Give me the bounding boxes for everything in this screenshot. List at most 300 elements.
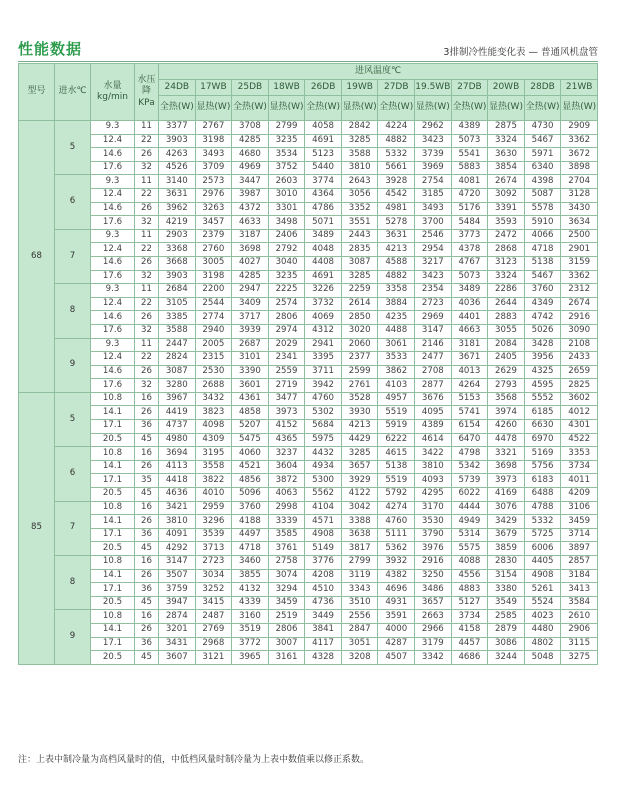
total-heat-cell: 5741	[451, 406, 488, 420]
table-row	[19, 488, 598, 502]
total-heat-cell: 3428	[524, 338, 561, 352]
sensible-heat-cell: 3217	[415, 256, 452, 270]
sensible-heat-cell: 3161	[268, 651, 305, 665]
total-heat-cell: 5975	[305, 433, 342, 447]
total-heat-cell: 4158	[451, 623, 488, 637]
sensible-heat-cell: 2200	[195, 284, 232, 298]
flow-cell: 20.5	[91, 433, 135, 447]
total-heat-cell: 5971	[524, 148, 561, 162]
sensible-heat-cell: 4010	[195, 488, 232, 502]
total-heat-cell: 3447	[232, 175, 269, 189]
table-row	[19, 297, 598, 311]
total-heat-cell: 3358	[378, 284, 415, 298]
total-heat-cell: 6022	[451, 488, 488, 502]
sensible-heat-cell: 4152	[268, 420, 305, 434]
total-heat-cell: 5756	[524, 460, 561, 474]
pressure-cell: 45	[135, 651, 159, 665]
total-heat-cell: 5111	[378, 528, 415, 542]
sensible-heat-cell: 3459	[268, 596, 305, 610]
sensible-heat-cell: 3604	[268, 460, 305, 474]
table-row	[19, 528, 598, 542]
total-heat-cell: 4401	[451, 311, 488, 325]
total-heat-cell: 4285	[232, 134, 269, 148]
total-heat-cell: 3385	[159, 311, 196, 325]
total-heat-cell: 5684	[305, 420, 342, 434]
total-heat-cell: 4219	[159, 216, 196, 230]
sensible-heat-cell: 2909	[561, 121, 598, 135]
sensible-heat-cell: 3752	[268, 161, 305, 175]
total-heat-cell: 4104	[305, 501, 342, 515]
table-row	[19, 134, 598, 148]
sensible-heat-cell: 3159	[561, 256, 598, 270]
sensible-heat-cell: 4213	[341, 420, 378, 434]
flow-cell: 17.1	[91, 637, 135, 651]
total-heat-cell: 4957	[378, 392, 415, 406]
pressure-cell: 36	[135, 528, 159, 542]
sensible-heat-cell: 3602	[561, 392, 598, 406]
table-row	[19, 284, 598, 298]
condition-header: 19.5WB	[415, 80, 452, 96]
total-heat-cell: 3939	[232, 324, 269, 338]
total-heat-cell: 5149	[305, 542, 342, 556]
sensible-heat-cell: 2835	[341, 243, 378, 257]
total-heat-cell: 5087	[524, 188, 561, 202]
title-divider	[18, 61, 598, 62]
total-heat-cell: 5300	[305, 474, 342, 488]
table-body	[19, 121, 598, 665]
sensible-heat-cell: 3074	[268, 569, 305, 583]
sensible-heat-cell: 3700	[415, 216, 452, 230]
pressure-cell: 32	[135, 216, 159, 230]
sensible-heat-cell: 4295	[415, 488, 452, 502]
total-heat-cell: 5096	[232, 488, 269, 502]
sensible-heat-cell: 4095	[415, 406, 452, 420]
sensible-heat-cell: 3296	[195, 515, 232, 529]
condition-header: 26DB	[305, 80, 342, 96]
table-row	[19, 311, 598, 325]
sensible-heat-cell: 3493	[195, 148, 232, 162]
sensible-heat-cell: 4122	[341, 488, 378, 502]
col-water-temp-header: 进水℃	[55, 64, 91, 121]
total-heat-cell: 4980	[159, 433, 196, 447]
sensible-heat-cell: 3630	[488, 148, 525, 162]
total-heat-cell: 3987	[232, 188, 269, 202]
table-row	[19, 610, 598, 624]
sensible-heat-cell: 3969	[415, 161, 452, 175]
total-heat-cell: 4595	[524, 379, 561, 393]
total-heat-cell: 4117	[305, 637, 342, 651]
pressure-cell: 26	[135, 623, 159, 637]
sensible-heat-cell: 3235	[268, 134, 305, 148]
flow-cell: 17.6	[91, 161, 135, 175]
sensible-heat-cell: 3761	[268, 542, 305, 556]
condition-header: 20WB	[488, 80, 525, 96]
pressure-cell: 26	[135, 365, 159, 379]
total-heat-cell: 3841	[305, 623, 342, 637]
sensible-heat-cell: 3734	[561, 460, 598, 474]
pressure-cell: 22	[135, 243, 159, 257]
table-row	[19, 148, 598, 162]
pressure-cell: 11	[135, 338, 159, 352]
total-heat-cell: 6630	[524, 420, 561, 434]
total-heat-cell: 4235	[378, 311, 415, 325]
sensible-heat-header: 显热(W)	[488, 96, 525, 121]
pressure-cell: 36	[135, 420, 159, 434]
total-heat-cell: 3732	[305, 297, 342, 311]
table-row	[19, 270, 598, 284]
total-heat-cell: 4328	[305, 651, 342, 665]
total-heat-cell: 4000	[378, 623, 415, 637]
sensible-heat-cell: 3585	[268, 528, 305, 542]
total-heat-cell: 3965	[232, 651, 269, 665]
table-row	[19, 637, 598, 651]
flow-cell: 17.1	[91, 420, 135, 434]
total-heat-cell: 4023	[524, 610, 561, 624]
pressure-cell: 22	[135, 352, 159, 366]
flow-cell: 14.1	[91, 569, 135, 583]
sensible-heat-cell: 3872	[268, 474, 305, 488]
total-heat-cell: 4361	[232, 392, 269, 406]
total-heat-cell: 2824	[159, 352, 196, 366]
total-heat-cell: 3668	[159, 256, 196, 270]
flow-cell: 17.6	[91, 270, 135, 284]
total-heat-cell: 3201	[159, 623, 196, 637]
sensible-heat-cell: 3352	[341, 202, 378, 216]
total-heat-cell: 5575	[451, 542, 488, 556]
pressure-cell: 26	[135, 515, 159, 529]
sensible-heat-cell: 4478	[488, 433, 525, 447]
sensible-heat-cell: 2969	[415, 311, 452, 325]
flow-cell: 14.1	[91, 515, 135, 529]
sensible-heat-cell: 3353	[561, 447, 598, 461]
flow-cell: 14.6	[91, 365, 135, 379]
pressure-cell: 16	[135, 447, 159, 461]
total-heat-cell: 5919	[378, 420, 415, 434]
table-row	[19, 556, 598, 570]
total-heat-cell: 4556	[451, 569, 488, 583]
table-row	[19, 623, 598, 637]
sensible-heat-cell: 2723	[415, 297, 452, 311]
sensible-heat-cell: 3854	[488, 161, 525, 175]
flow-cell: 14.6	[91, 311, 135, 325]
sensible-heat-cell: 2674	[488, 175, 525, 189]
total-heat-cell: 4103	[378, 379, 415, 393]
sensible-heat-cell: 3198	[195, 134, 232, 148]
total-heat-cell: 5725	[524, 528, 561, 542]
table-row	[19, 460, 598, 474]
sensible-heat-cell: 3558	[195, 460, 232, 474]
condition-header: 28DB	[524, 80, 561, 96]
sensible-heat-cell: 4169	[488, 488, 525, 502]
sensible-heat-cell: 3275	[561, 651, 598, 665]
sensible-heat-cell: 3672	[561, 148, 598, 162]
total-heat-cell: 5071	[305, 216, 342, 230]
total-heat-cell: 4349	[524, 297, 561, 311]
total-heat-header: 全热(W)	[451, 96, 488, 121]
sensible-heat-cell: 3208	[341, 651, 378, 665]
total-heat-cell: 4788	[524, 501, 561, 515]
sensible-heat-cell: 2879	[488, 623, 525, 637]
total-heat-cell: 6154	[451, 420, 488, 434]
total-heat-header: 全热(W)	[232, 96, 269, 121]
table-row	[19, 216, 598, 230]
sensible-heat-cell: 3929	[341, 474, 378, 488]
total-heat-cell: 4633	[232, 216, 269, 230]
total-heat-cell: 3776	[305, 556, 342, 570]
table-row	[19, 365, 598, 379]
total-heat-cell: 3708	[232, 121, 269, 135]
total-heat-cell: 3884	[378, 297, 415, 311]
sensible-heat-cell: 3106	[561, 501, 598, 515]
sensible-heat-cell: 3638	[341, 528, 378, 542]
total-heat-cell: 3631	[378, 229, 415, 243]
sensible-heat-cell: 4429	[341, 433, 378, 447]
sensible-heat-cell: 3179	[415, 637, 452, 651]
total-heat-cell: 5467	[524, 134, 561, 148]
sensible-heat-header: 显热(W)	[268, 96, 305, 121]
total-heat-cell: 5302	[305, 406, 342, 420]
pressure-cell: 26	[135, 406, 159, 420]
total-heat-header: 全热(W)	[159, 96, 196, 121]
flow-cell: 14.6	[91, 256, 135, 270]
total-heat-cell: 3087	[159, 365, 196, 379]
sensible-heat-cell: 2877	[415, 379, 452, 393]
sensible-heat-cell: 3822	[195, 474, 232, 488]
total-heat-cell: 5138	[524, 256, 561, 270]
table-subtitle: 3排制冷性能变化表 — 普通风机盘管	[443, 47, 598, 58]
total-heat-cell: 4720	[451, 188, 488, 202]
total-heat-cell: 3449	[305, 610, 342, 624]
flow-cell: 17.6	[91, 216, 135, 230]
sensible-heat-cell: 3195	[195, 447, 232, 461]
flow-cell: 12.4	[91, 297, 135, 311]
sensible-heat-cell: 3362	[561, 270, 598, 284]
flow-cell: 12.4	[91, 352, 135, 366]
total-heat-cell: 4802	[524, 637, 561, 651]
total-heat-cell: 4312	[305, 324, 342, 338]
sensible-heat-cell: 2799	[341, 556, 378, 570]
total-heat-cell: 4408	[305, 256, 342, 270]
sensible-heat-cell: 3184	[561, 569, 598, 583]
sensible-heat-cell: 3250	[415, 569, 452, 583]
sensible-heat-cell: 2005	[195, 338, 232, 352]
total-heat-cell: 4287	[378, 637, 415, 651]
total-heat-cell: 4798	[451, 447, 488, 461]
pressure-cell: 22	[135, 297, 159, 311]
sensible-heat-cell: 2769	[195, 623, 232, 637]
sensible-heat-cell: 3974	[488, 406, 525, 420]
sensible-heat-cell: 2767	[195, 121, 232, 135]
total-heat-cell: 3061	[378, 338, 415, 352]
total-heat-cell: 4060	[232, 447, 269, 461]
total-heat-cell: 4526	[159, 161, 196, 175]
sensible-heat-cell: 3588	[341, 148, 378, 162]
table-row	[19, 651, 598, 665]
flow-cell: 9.3	[91, 175, 135, 189]
sensible-heat-cell: 3584	[561, 596, 598, 610]
total-heat-cell: 4615	[378, 447, 415, 461]
pressure-cell: 11	[135, 229, 159, 243]
sensible-heat-cell: 3115	[561, 637, 598, 651]
total-heat-cell: 4325	[524, 365, 561, 379]
table-row	[19, 474, 598, 488]
flow-cell: 17.1	[91, 474, 135, 488]
total-heat-cell: 4418	[159, 474, 196, 488]
water-temp-cell: 6	[55, 447, 91, 501]
condition-header: 18WB	[268, 80, 305, 96]
condition-header: 27DB	[378, 80, 415, 96]
total-heat-cell: 4378	[451, 243, 488, 257]
total-heat-cell: 4013	[451, 365, 488, 379]
condition-header: 19WB	[341, 80, 378, 96]
total-heat-cell: 5342	[451, 460, 488, 474]
sensible-heat-cell: 3698	[488, 460, 525, 474]
total-heat-cell: 3773	[451, 229, 488, 243]
pressure-cell: 16	[135, 610, 159, 624]
sensible-heat-cell: 3976	[415, 542, 452, 556]
pressure-cell: 32	[135, 270, 159, 284]
total-heat-cell: 4718	[524, 243, 561, 257]
table-row	[19, 501, 598, 515]
sensible-heat-cell: 2500	[561, 229, 598, 243]
sensible-heat-cell: 3817	[341, 542, 378, 556]
total-heat-cell: 3928	[378, 175, 415, 189]
sensible-heat-cell: 2603	[268, 175, 305, 189]
flow-cell: 20.5	[91, 596, 135, 610]
total-heat-cell: 5026	[524, 324, 561, 338]
table-row	[19, 256, 598, 270]
table-row	[19, 420, 598, 434]
sensible-heat-cell: 2723	[195, 556, 232, 570]
total-heat-cell: 3774	[305, 175, 342, 189]
flow-cell: 12.4	[91, 243, 135, 257]
sensible-heat-cell: 4012	[561, 406, 598, 420]
sensible-heat-cell: 3657	[341, 460, 378, 474]
total-heat-cell: 4786	[305, 202, 342, 216]
sensible-heat-cell: 2883	[488, 311, 525, 325]
sensible-heat-cell: 3121	[195, 651, 232, 665]
sensible-heat-cell: 2799	[268, 121, 305, 135]
pressure-cell: 45	[135, 596, 159, 610]
total-heat-cell: 5739	[451, 474, 488, 488]
total-heat-cell: 3519	[232, 623, 269, 637]
total-heat-cell: 3942	[305, 379, 342, 393]
sensible-heat-cell: 2259	[341, 284, 378, 298]
sensible-heat-cell: 2146	[415, 338, 452, 352]
sensible-heat-cell: 3040	[268, 256, 305, 270]
pressure-cell: 35	[135, 474, 159, 488]
total-heat-cell: 5440	[305, 161, 342, 175]
sensible-heat-cell: 3391	[488, 202, 525, 216]
table-row	[19, 175, 598, 189]
total-heat-cell: 3395	[305, 352, 342, 366]
total-heat-cell: 4419	[159, 406, 196, 420]
sensible-heat-cell: 2546	[415, 229, 452, 243]
sensible-heat-cell: 3713	[195, 542, 232, 556]
pressure-cell: 11	[135, 284, 159, 298]
total-heat-cell: 3226	[305, 284, 342, 298]
sensible-heat-cell: 3657	[415, 596, 452, 610]
sensible-heat-cell: 4098	[195, 420, 232, 434]
sensible-heat-cell: 4011	[561, 474, 598, 488]
total-heat-cell: 4081	[451, 175, 488, 189]
total-heat-cell: 4066	[524, 229, 561, 243]
sensible-heat-cell: 4260	[488, 420, 525, 434]
sensible-heat-cell: 3634	[561, 216, 598, 230]
sensible-heat-cell: 3897	[561, 542, 598, 556]
condition-header: 25DB	[232, 80, 269, 96]
sensible-heat-cell: 2377	[341, 352, 378, 366]
water-temp-cell: 9	[55, 610, 91, 664]
total-heat-cell: 4760	[305, 392, 342, 406]
sensible-heat-cell: 2806	[268, 623, 305, 637]
total-heat-cell: 3631	[159, 188, 196, 202]
table-row	[19, 161, 598, 175]
sensible-heat-cell: 3343	[341, 583, 378, 597]
total-heat-cell: 4069	[305, 311, 342, 325]
total-heat-cell: 3734	[451, 610, 488, 624]
sensible-heat-cell: 2443	[341, 229, 378, 243]
sensible-heat-cell: 3005	[195, 256, 232, 270]
pressure-cell: 45	[135, 542, 159, 556]
total-heat-cell: 5123	[305, 148, 342, 162]
total-heat-cell: 4208	[305, 569, 342, 583]
sensible-heat-cell: 2906	[561, 623, 598, 637]
sensible-heat-cell: 3528	[341, 392, 378, 406]
total-heat-cell: 3280	[159, 379, 196, 393]
total-heat-cell: 4263	[159, 148, 196, 162]
total-heat-cell: 3489	[451, 284, 488, 298]
total-heat-cell: 4213	[378, 243, 415, 257]
flow-cell: 10.8	[91, 501, 135, 515]
total-heat-cell: 4883	[451, 583, 488, 597]
total-heat-cell: 6222	[378, 433, 415, 447]
water-temp-cell: 8	[55, 284, 91, 338]
sensible-heat-cell: 3477	[268, 392, 305, 406]
total-heat-cell: 2874	[159, 610, 196, 624]
pressure-cell: 26	[135, 202, 159, 216]
sensible-heat-cell: 3123	[488, 256, 525, 270]
sensible-heat-cell: 3413	[561, 583, 598, 597]
sensible-heat-cell: 2962	[415, 121, 452, 135]
col-pressure-header: 水压降KPa	[135, 64, 159, 121]
total-heat-cell: 4405	[524, 556, 561, 570]
total-heat-cell: 3717	[232, 311, 269, 325]
sensible-heat-cell: 2774	[195, 311, 232, 325]
flow-cell: 20.5	[91, 542, 135, 556]
sensible-heat-cell: 2487	[195, 610, 232, 624]
total-heat-cell: 3489	[305, 229, 342, 243]
flow-cell: 20.5	[91, 488, 135, 502]
sensible-heat-cell: 3859	[488, 542, 525, 556]
total-heat-cell: 5207	[232, 420, 269, 434]
sensible-heat-cell: 2830	[488, 556, 525, 570]
sensible-heat-cell: 3076	[488, 501, 525, 515]
pressure-cell: 45	[135, 433, 159, 447]
flow-cell: 12.4	[91, 188, 135, 202]
total-heat-cell: 3187	[232, 229, 269, 243]
pressure-cell: 16	[135, 392, 159, 406]
total-heat-cell: 5792	[378, 488, 415, 502]
total-heat-cell: 3421	[159, 501, 196, 515]
total-heat-cell: 4036	[451, 297, 488, 311]
total-heat-cell: 6340	[524, 161, 561, 175]
sensible-heat-cell: 4522	[561, 433, 598, 447]
total-heat-cell: 4497	[232, 528, 269, 542]
pressure-cell: 16	[135, 556, 159, 570]
total-heat-cell: 4389	[451, 121, 488, 135]
pressure-cell: 26	[135, 148, 159, 162]
